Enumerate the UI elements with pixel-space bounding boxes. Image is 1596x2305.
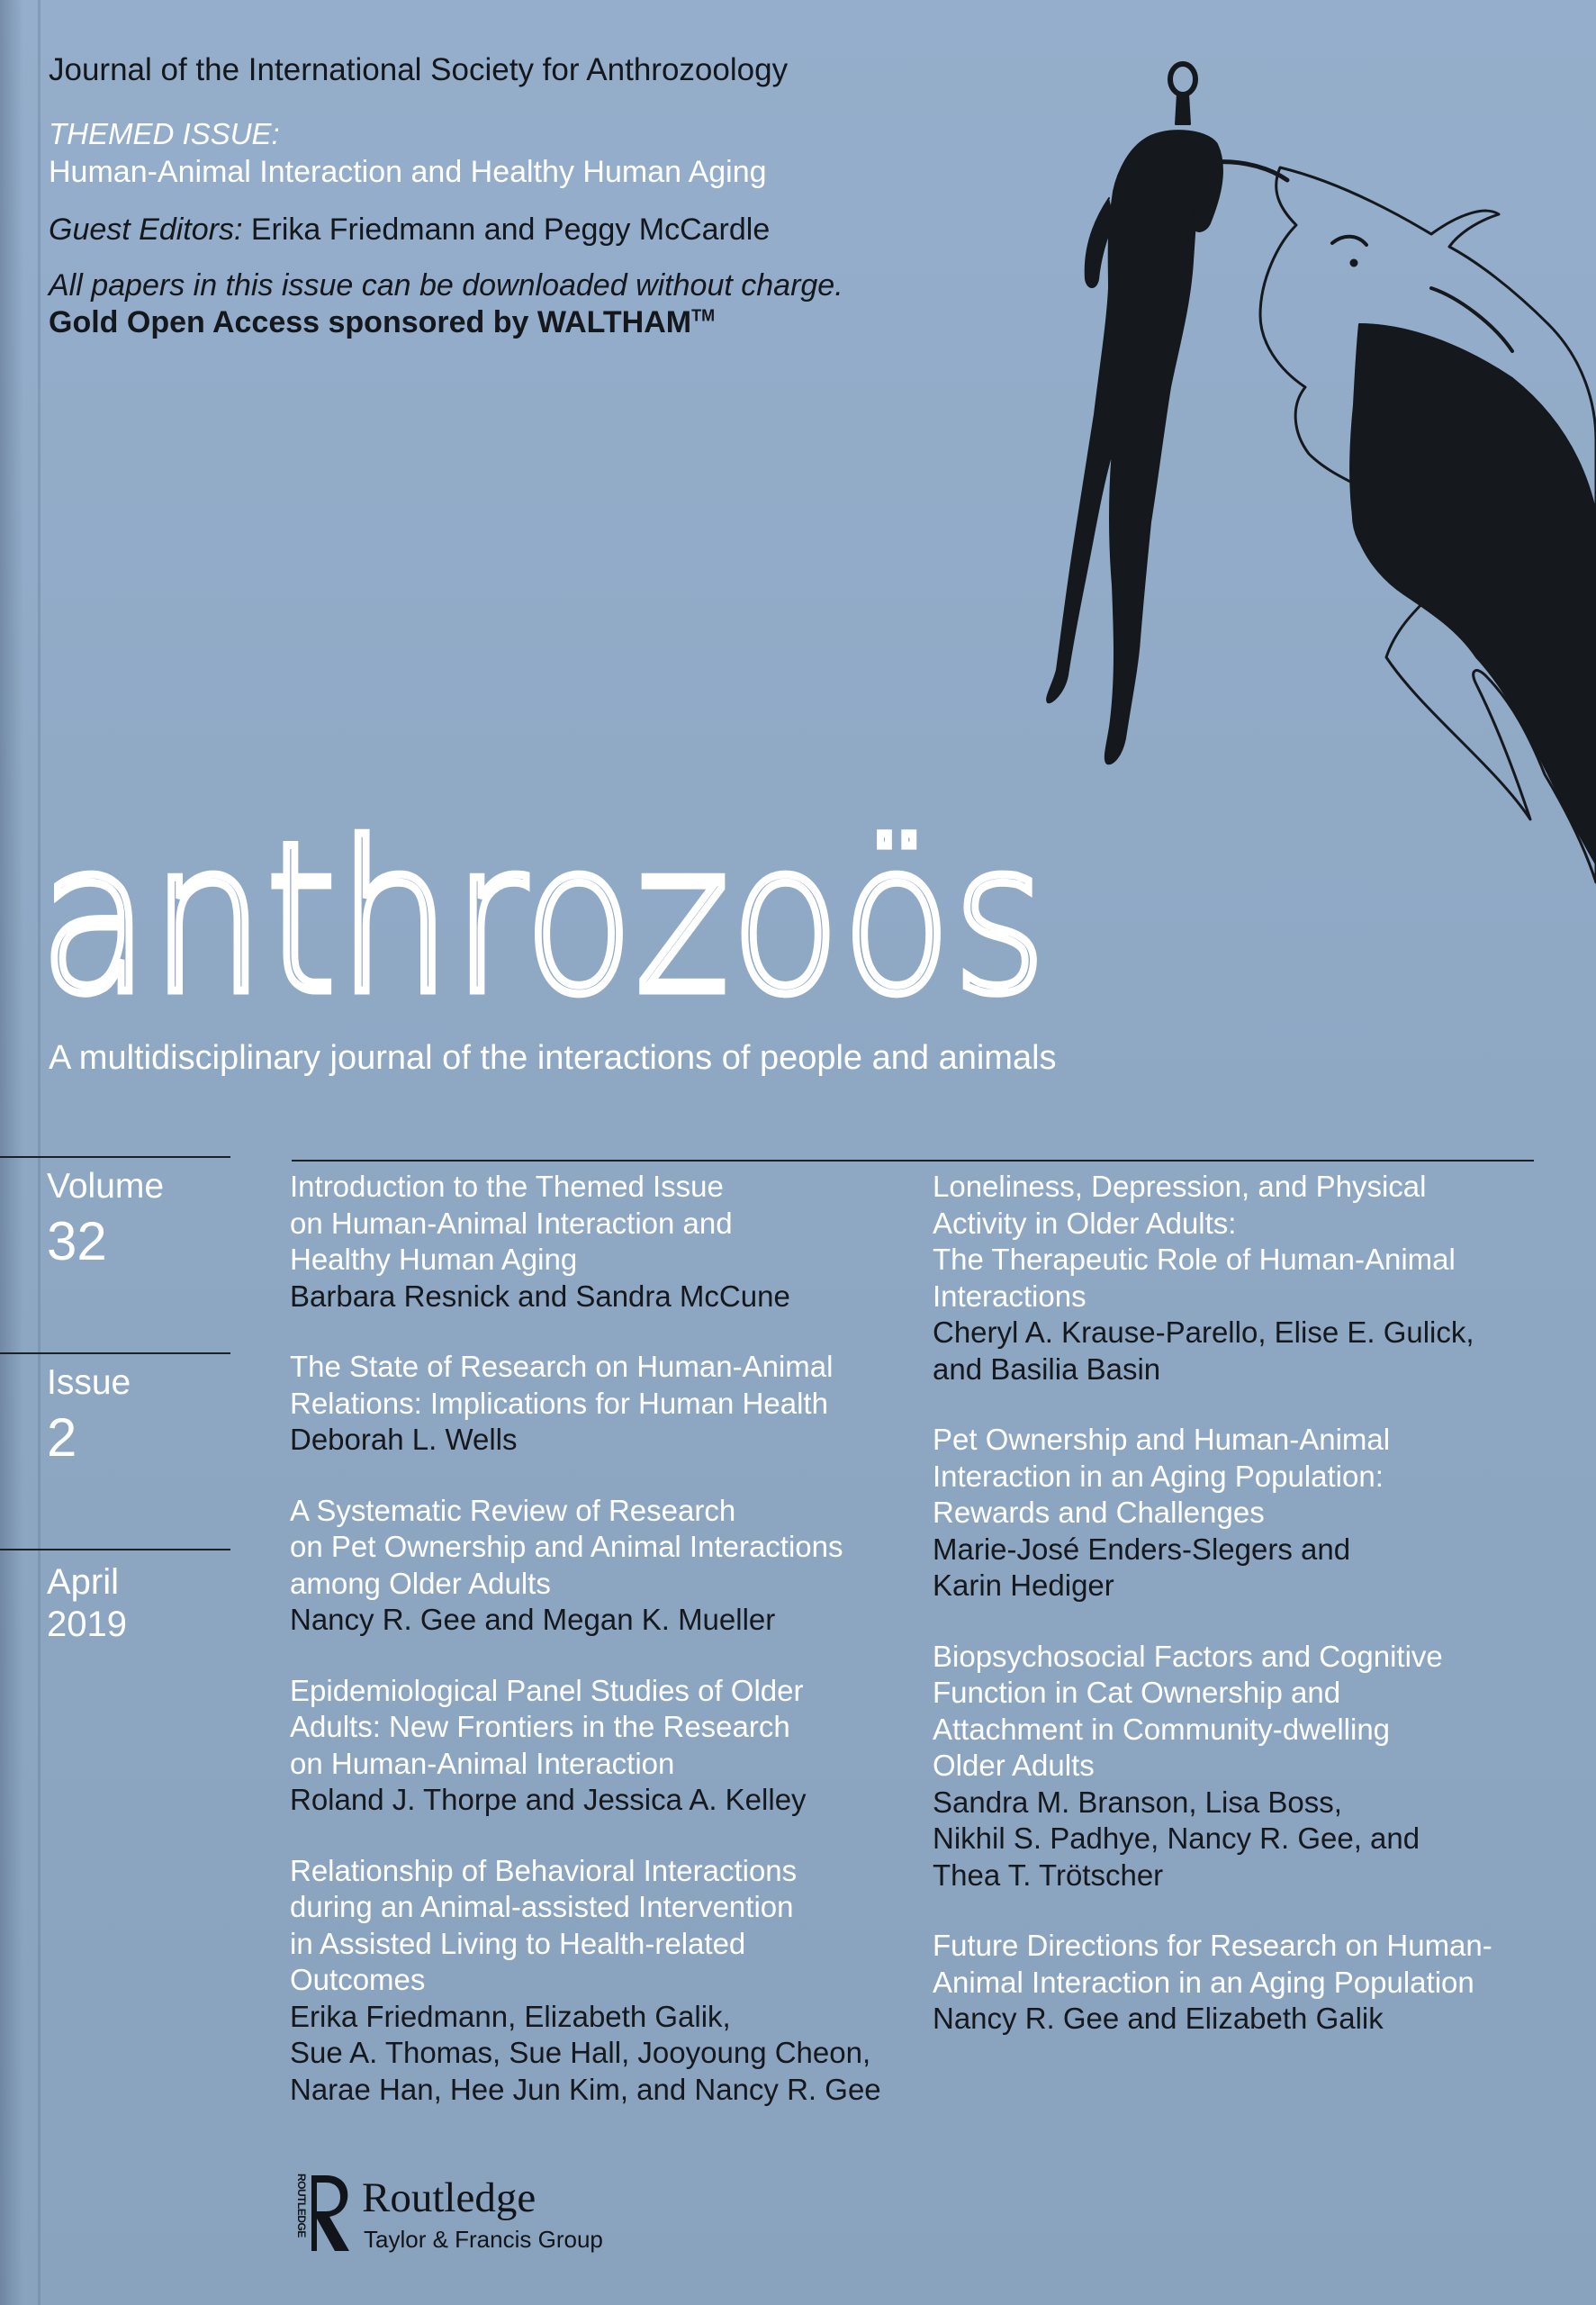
contents-divider (292, 1160, 1534, 1162)
issue-number: 2 (47, 1407, 77, 1468)
spine-shadow (0, 0, 23, 2305)
journal-society-line: Journal of the International Society for Anthrozoology (49, 52, 789, 87)
article-title[interactable]: Pet Ownership and Human-Animal Interaction in an Aging Population: Rewards and Challenges (933, 1423, 1391, 1529)
article-authors: Roland J. Thorpe and Jessica A. Kelley (290, 1783, 807, 1816)
article-title[interactable]: Loneliness, Depression, and Physical Activity in Older Adults: The Therapeutic Role of Human-Animal Interactions (933, 1170, 1456, 1313)
article-title[interactable]: Future Directions for Research on Human- Animal Interaction in an Aging Population (933, 1929, 1492, 1999)
article-authors: Deborah L. Wells (290, 1423, 518, 1456)
publisher-name: Routledge (362, 2174, 537, 2221)
article-entry[interactable] (933, 1422, 1563, 1604)
contents-column-right (933, 1169, 1563, 2072)
article-entry[interactable] (290, 1493, 938, 1639)
article-entry[interactable] (290, 1673, 938, 1819)
article-entry[interactable] (290, 1349, 938, 1459)
sidebar-divider-top (0, 1156, 230, 1158)
article-title[interactable]: Relationship of Behavioral Interactions during an Animal-assisted Intervention in Assisted Living to Health-related Outcomes (290, 1853, 798, 1996)
article-entry[interactable] (290, 1853, 938, 2109)
article-authors: Barbara Resnick and Sandra McCune (290, 1279, 790, 1313)
issue-date: April 2019 (47, 1562, 127, 1644)
volume-label: Volume (47, 1167, 165, 1206)
themed-issue-title: Human-Animal Interaction and Healthy Human Aging (49, 155, 767, 189)
masthead-logotype (40, 792, 1075, 1040)
trademark-mark: TM (691, 306, 716, 325)
article-authors: Marie-José Enders-Slegers and Karin Hediger (933, 1532, 1351, 1602)
article-entry[interactable] (290, 1169, 938, 1315)
issue-label: Issue (47, 1363, 131, 1402)
guest-editors-line (49, 212, 770, 248)
article-title[interactable]: Epidemiological Panel Studies of Older Adults: New Frontiers in the Research on Human-Animal Interaction (290, 1673, 804, 1780)
masthead-title: anthrozoös (40, 800, 1048, 1040)
open-access-note: All papers in this issue can be downloaded without charge. (49, 268, 843, 303)
spine-crease (38, 0, 41, 2305)
sidebar-divider-bottom (0, 1549, 230, 1550)
routledge-logo-icon (290, 2168, 353, 2258)
article-entry[interactable] (933, 1928, 1563, 2038)
sidebar-divider-middle (0, 1352, 230, 1354)
guest-editors-names: Erika Friedmann and Peggy McCardle (242, 212, 771, 247)
contents-column-left (290, 1169, 938, 2142)
guest-editors-label: Guest Editors: (49, 212, 243, 247)
article-authors: Nancy R. Gee and Elizabeth Galik (933, 2002, 1384, 2035)
article-authors: Sandra M. Branson, Lisa Boss, Nikhil S. Padhye, Nancy R. Gee, and Thea T. Trötscher (933, 1785, 1420, 1892)
cave-art-illustration (1008, 54, 1596, 882)
publisher-block (290, 2168, 668, 2258)
article-title[interactable]: A Systematic Review of Research on Pet Ownership and Animal Interactions among Older Adults (290, 1493, 843, 1600)
article-entry[interactable] (933, 1639, 1563, 1894)
article-title[interactable]: The State of Research on Human-Animal Relations: Implications for Human Health (290, 1350, 834, 1420)
publisher-group: Taylor & Francis Group (364, 2226, 603, 2253)
article-authors: Erika Friedmann, Elizabeth Galik, Sue A. Thomas, Sue Hall, Jooyoung Cheon, Narae Han, Hee Jun Kim, and Nancy R. Gee (290, 1999, 881, 2106)
gold-open-access-text: Gold Open Access sponsored by WALTHAM (49, 305, 692, 339)
volume-number: 32 (47, 1211, 107, 1271)
masthead-tagline: A multidisciplinary journal of the interactions of people and animals (49, 1039, 1057, 1077)
article-title[interactable]: Introduction to the Themed Issue on Human-Animal Interaction and Healthy Human Aging (290, 1170, 733, 1276)
gold-open-access-line (49, 305, 715, 340)
article-entry[interactable] (933, 1169, 1563, 1388)
themed-issue-kicker: THEMED ISSUE: (49, 117, 280, 150)
article-authors: Cheryl A. Krause-Parello, Elise E. Gulick, and Basilia Basin (933, 1315, 1474, 1386)
article-title[interactable]: Biopsychosocial Factors and Cognitive Function in Cat Ownership and Attachment in Community-dwelling Older Adults (933, 1639, 1443, 1782)
article-authors: Nancy R. Gee and Megan K. Mueller (290, 1603, 776, 1636)
publisher-vertical-mark: ROUTLEDGE (295, 2174, 308, 2237)
